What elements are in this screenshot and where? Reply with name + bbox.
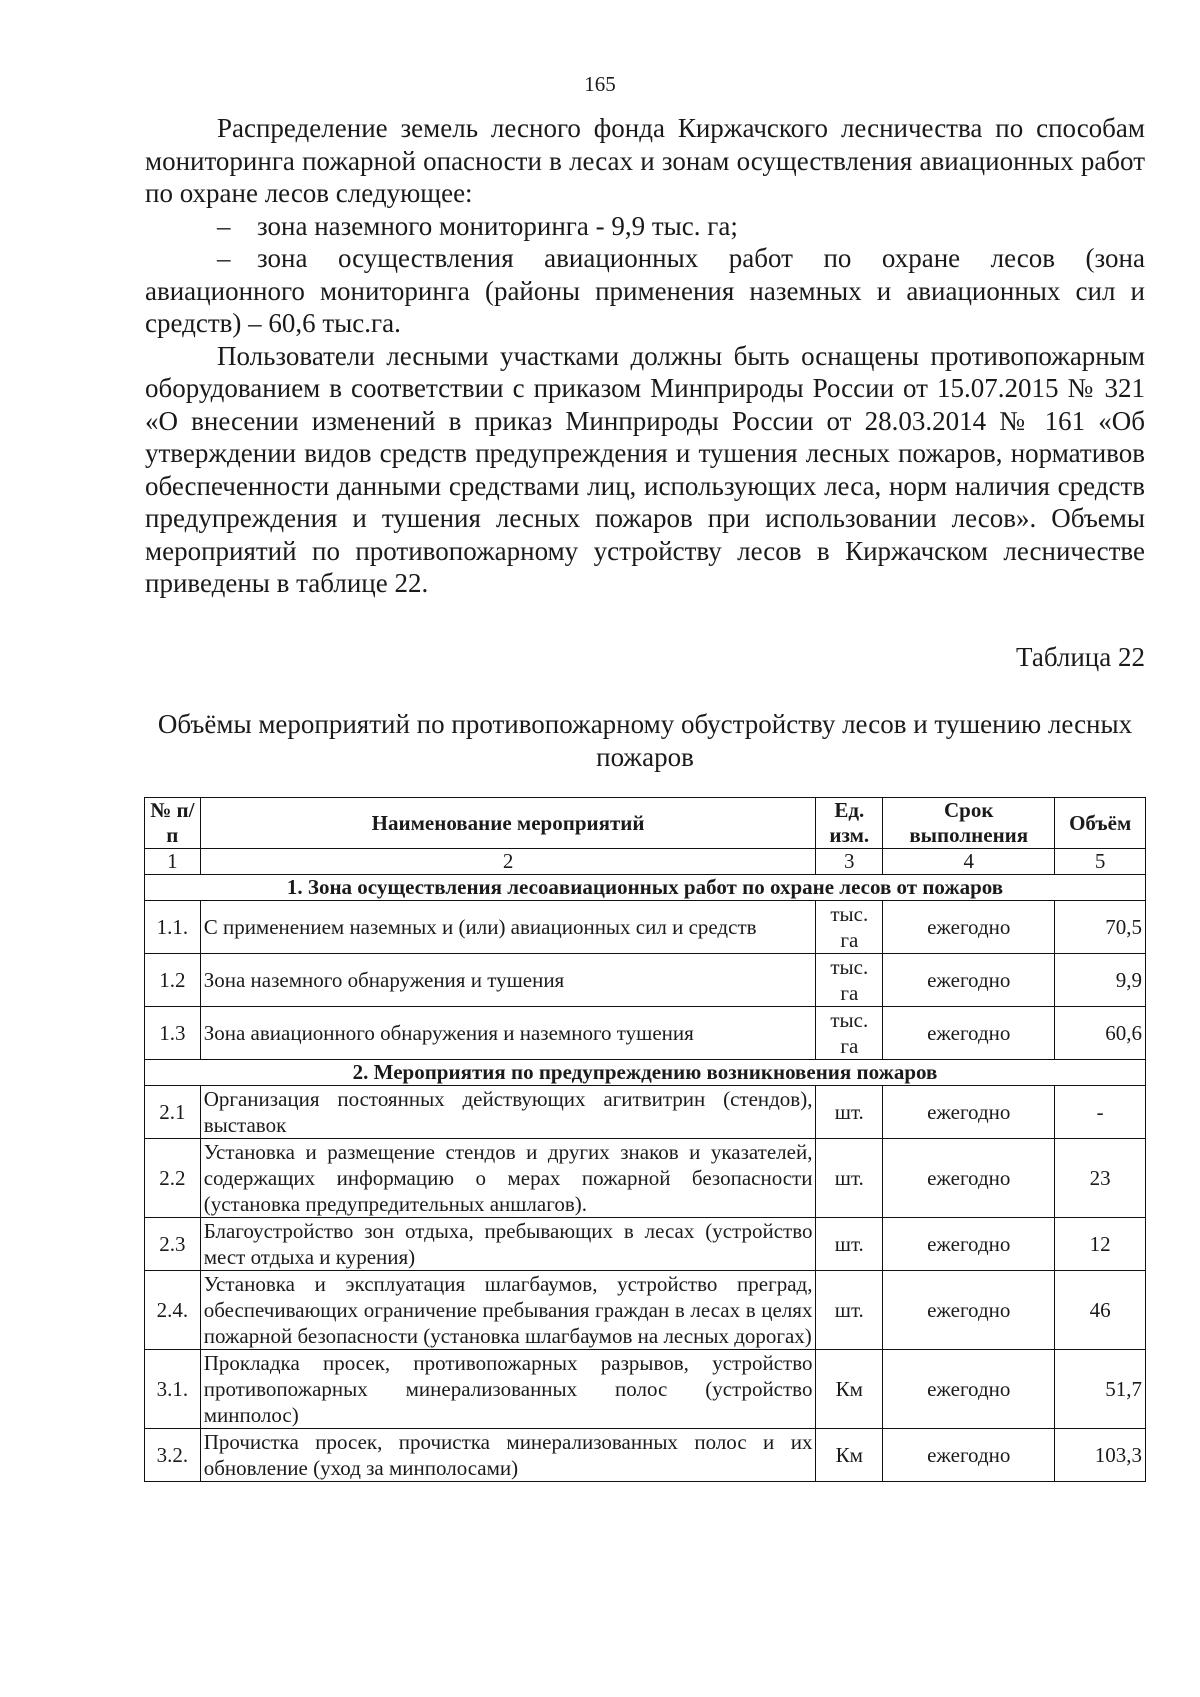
section-row bbox=[145, 1060, 1146, 1086]
row-name: Зона наземного обнаружения и тушения bbox=[200, 954, 816, 1007]
index-cell: 2 bbox=[200, 849, 816, 875]
row-num: 3.1. bbox=[145, 1350, 201, 1429]
row-volume: 51,7 bbox=[1055, 1350, 1146, 1429]
row-name: Прокладка просек, противопожарных разрывов, устройство противопожарных минерализованных полос (устройство минполос) bbox=[200, 1350, 816, 1429]
header-unit: Ед. изм. bbox=[816, 798, 883, 849]
table-row bbox=[145, 1086, 1146, 1139]
row-term: ежегодно bbox=[883, 1218, 1055, 1271]
table-header-row bbox=[145, 798, 1146, 849]
row-volume: 12 bbox=[1055, 1218, 1146, 1271]
table-row bbox=[145, 1007, 1146, 1060]
column-index-row bbox=[145, 849, 1146, 875]
row-volume: 70,5 bbox=[1055, 901, 1146, 954]
list-item-text: зона наземного мониторинга - 9,9 тыс. га; bbox=[257, 210, 738, 241]
header-term: Срок выполнения bbox=[883, 798, 1055, 849]
list-item bbox=[145, 242, 1145, 340]
table-row bbox=[145, 1350, 1146, 1429]
table-row bbox=[145, 1271, 1146, 1350]
row-unit: шт. bbox=[816, 1086, 883, 1139]
row-num: 1.1. bbox=[145, 901, 201, 954]
index-cell: 4 bbox=[883, 849, 1055, 875]
header-num: № п/п bbox=[145, 798, 201, 849]
row-name: Организация постоянных действующих агитвитрин (стендов), выставок bbox=[200, 1086, 816, 1139]
row-unit: Км bbox=[816, 1429, 883, 1482]
row-unit: шт. bbox=[816, 1271, 883, 1350]
row-term: ежегодно bbox=[883, 1007, 1055, 1060]
row-num: 1.3 bbox=[145, 1007, 201, 1060]
list-item-text: зона осуществления авиационных работ по охране лесов (зона авиационного мониторинга (районы применения наземных и авиационных сил и средств) – 60,6 тыс.га. bbox=[145, 243, 1145, 338]
row-unit: тыс. га bbox=[816, 954, 883, 1007]
paragraph-users: Пользователи лесными участками должны быть оснащены противопожарным оборудованием в соответствии с приказом Минприроды России от 15.07.2015 № 321 «О внесении изменений в приказ Минприроды России от 28.03.2014 № 161 «Об утверждении видов средств предупреждения и тушения лесных пожаров, нормативов обеспеченности данными средствами лиц, использующих леса, норм наличия средств предупреждения и тушения лесных пожаров при использовании лесов». Объемы мероприятий по противопожарному устройству лесов в Киржачском лесничестве приведены в таблице 22. bbox=[145, 340, 1145, 598]
index-cell: 5 bbox=[1055, 849, 1146, 875]
row-volume: 46 bbox=[1055, 1271, 1146, 1350]
row-unit: шт. bbox=[816, 1139, 883, 1218]
row-term: ежегодно bbox=[883, 1086, 1055, 1139]
row-unit: Км bbox=[816, 1350, 883, 1429]
index-cell: 1 bbox=[145, 849, 201, 875]
row-name: Благоустройство зон отдыха, пребывающих в лесах (устройство мест отдыха и курения) bbox=[200, 1218, 816, 1271]
row-name: Установка и эксплуатация шлагбаумов, устройство преград, обеспечивающих ограничение пребывания граждан в лесах в целях пожарной безопасности (установка шлагбаумов на лесных дорогах) bbox=[200, 1271, 816, 1350]
table-title: Объёмы мероприятий по противопожарному обустройству лесов и тушению лесных пожаров bbox=[157, 709, 1133, 772]
section-title: 2. Мероприятия по предупреждению возникновения пожаров bbox=[145, 1060, 1146, 1086]
row-term: ежегодно bbox=[883, 1271, 1055, 1350]
row-name: Прочистка просек, прочистка минерализованных полос и их обновление (уход за минполосами) bbox=[200, 1429, 816, 1482]
table-row bbox=[145, 1429, 1146, 1482]
row-volume: 103,3 bbox=[1055, 1429, 1146, 1482]
row-volume: 9,9 bbox=[1055, 954, 1146, 1007]
table-row bbox=[145, 954, 1146, 1007]
row-num: 3.2. bbox=[145, 1429, 201, 1482]
section-title: 1. Зона осуществления лесоавиационных работ по охране лесов от пожаров bbox=[145, 875, 1146, 901]
row-unit: тыс. га bbox=[816, 901, 883, 954]
dash-marker: – bbox=[217, 210, 231, 241]
row-num: 2.1 bbox=[145, 1086, 201, 1139]
section-row bbox=[145, 875, 1146, 901]
row-num: 2.4. bbox=[145, 1271, 201, 1350]
row-volume: - bbox=[1055, 1086, 1146, 1139]
paragraph-distribution: Распределение земель лесного фонда Киржачского лесничества по способам мониторинга пожарной опасности в лесах и зонам осуществления авиационных работ по охране лесов следующее: bbox=[145, 113, 1145, 208]
row-num: 1.2 bbox=[145, 954, 201, 1007]
row-num: 2.3 bbox=[145, 1218, 201, 1271]
header-volume: Объём bbox=[1055, 798, 1146, 849]
row-name: С применением наземных и (или) авиационных сил и средств bbox=[200, 901, 816, 954]
row-term: ежегодно bbox=[883, 1139, 1055, 1218]
row-unit: тыс. га bbox=[816, 1007, 883, 1060]
table-row bbox=[145, 1139, 1146, 1218]
row-term: ежегодно bbox=[883, 1350, 1055, 1429]
table-row bbox=[145, 1218, 1146, 1271]
measures-table bbox=[144, 797, 1146, 1482]
page-number: 165 bbox=[584, 72, 616, 96]
row-name: Зона авиационного обнаружения и наземного тушения bbox=[200, 1007, 816, 1060]
row-volume: 23 bbox=[1055, 1139, 1146, 1218]
table-row bbox=[145, 901, 1146, 954]
row-term: ежегодно bbox=[883, 901, 1055, 954]
dash-marker: – bbox=[217, 243, 231, 273]
row-num: 2.2 bbox=[145, 1139, 201, 1218]
row-volume: 60,6 bbox=[1055, 1007, 1146, 1060]
table-label: Таблица 22 bbox=[1016, 642, 1145, 672]
row-name: Установка и размещение стендов и других знаков и указателей, содержащих информацию о мерах пожарной безопасности (установка предупредительных аншлагов). bbox=[200, 1139, 816, 1218]
row-term: ежегодно bbox=[883, 1429, 1055, 1482]
index-cell: 3 bbox=[816, 849, 883, 875]
list-item bbox=[145, 210, 1145, 243]
row-unit: шт. bbox=[816, 1218, 883, 1271]
header-name: Наименование мероприятий bbox=[200, 798, 816, 849]
body-text bbox=[145, 112, 1145, 600]
row-term: ежегодно bbox=[883, 954, 1055, 1007]
